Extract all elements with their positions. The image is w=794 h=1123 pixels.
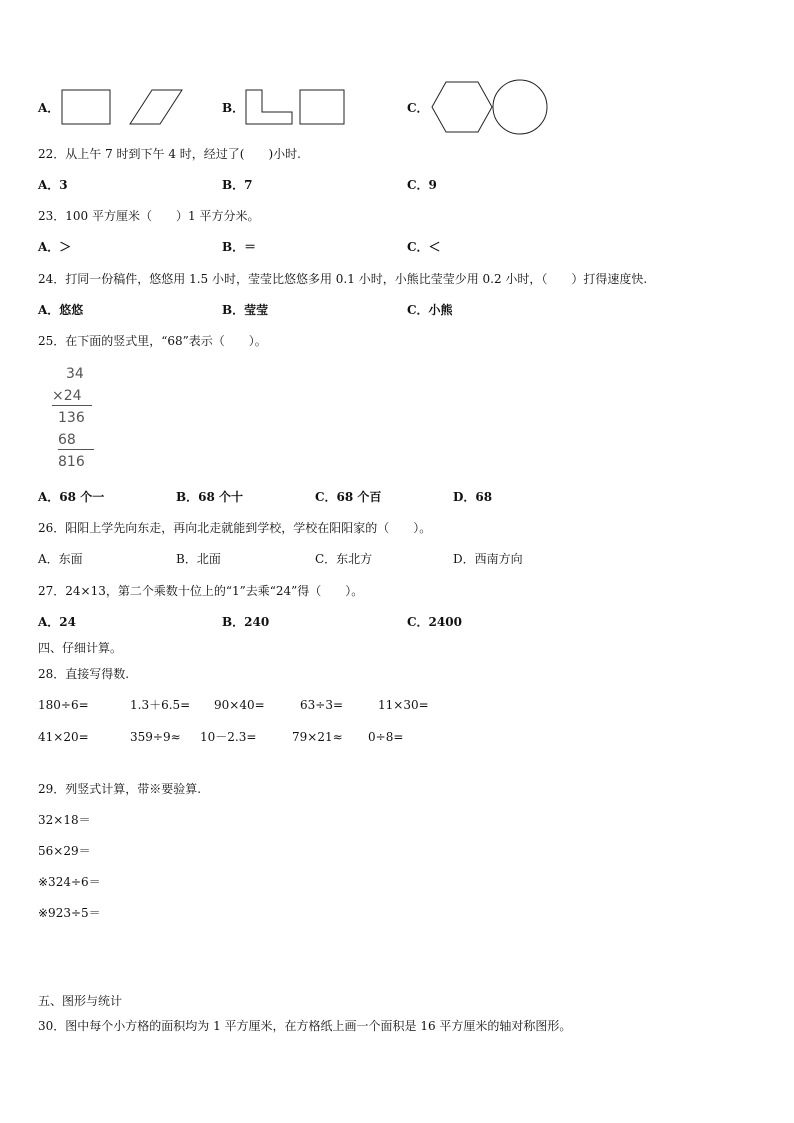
q28-row2-item-5: 0÷8= [368,730,404,744]
q26-option-d: D．西南方向 [453,552,523,566]
q22-option-a: A．3 [38,178,68,192]
vertical-line-3: 136 [58,410,85,426]
parallelogram-shape [130,90,182,124]
q27-option-c: C．2400 [407,615,462,629]
q21-option-a-shapes [60,88,185,126]
q25-option-b: B．68 个十 [176,490,244,504]
q23-option-c: C．＜ [407,240,441,254]
q27-stem: 27．24×13，第二个乘数十位上的“1”去乘“24”得（ ）。 [38,584,364,598]
q29-item-3: ※324÷6＝ [38,875,101,889]
q26-option-c: C．东北方 [315,552,373,566]
section-4-heading: 四、仔细计算。 [38,641,123,655]
q21-option-a-label: A． [38,101,60,115]
q23-option-b: B．＝ [222,240,257,254]
q24-option-a: A．悠悠 [38,303,84,317]
q21-option-c-shapes [430,78,550,136]
hexagon-shape [432,82,492,132]
vertical-rule-2 [58,449,94,450]
q27-option-b: B．240 [222,615,270,629]
vertical-multiplication-image [52,366,112,474]
q26-option-b: B．北面 [176,552,221,566]
q24-stem: 24．打同一份稿件，悠悠用 1.5 小时，莹莹比悠悠多用 0.1 小时，小熊比莹莹少用 0.2 小时，（ ）打得速度快. [38,272,648,286]
q28-row1-item-5: 11×30= [378,698,429,712]
l-shape [246,90,292,124]
q28-row2-item-4: 79×21≈ [292,730,343,744]
vertical-line-5: 816 [58,454,85,470]
square-shape [300,90,344,124]
q23-stem: 23．100 平方厘米（ ）1 平方分米。 [38,209,260,223]
q27-option-a: A．24 [38,615,77,629]
q29-stem: 29．列竖式计算，带※要验算. [38,782,202,796]
q29-item-1: 32×18＝ [38,813,91,827]
q25-option-d: D．68 [453,490,493,504]
vertical-line-2: ×24 [52,388,82,404]
q28-row2-item-3: 10－2.3= [200,730,257,744]
q24-option-c: C．小熊 [407,303,453,317]
q28-row1-item-1: 180÷6= [38,698,89,712]
q28-row1-item-4: 63÷3= [300,698,344,712]
q28-row2-item-2: 359÷9≈ [130,730,181,744]
q22-option-b: B．7 [222,178,253,192]
rectangle-shape [62,90,110,124]
q21-option-b-label: B． [222,101,245,115]
vertical-rule-1 [52,405,92,406]
q26-stem: 26．阳阳上学先向东走，再向北走就能到学校，学校在阳阳家的（ ）。 [38,521,432,535]
vertical-line-1: 34 [66,366,84,382]
q28-stem: 28．直接写得数. [38,667,130,681]
q22-option-c: C．9 [407,178,437,192]
q29-item-4: ※923÷5＝ [38,906,101,920]
q21-option-c-label: C． [407,101,429,115]
vertical-line-4: 68 [58,432,76,448]
q24-option-b: B．莹莹 [222,303,269,317]
section-5-heading: 五、图形与统计 [38,994,123,1008]
q25-stem: 25．在下面的竖式里，“68”表示（ ）。 [38,334,267,348]
q29-item-2: 56×29＝ [38,844,91,858]
q22-stem: 22．从上午 7 时到下午 4 时，经过了( )小时. [38,147,301,161]
q26-option-a: A．东面 [38,552,83,566]
q28-row2-item-1: 41×20= [38,730,89,744]
q25-option-a: A．68 个一 [38,490,105,504]
q30-stem: 30．图中每个小方格的面积均为 1 平方厘米，在方格纸上画一个面积是 16 平方厘米的轴对称图形。 [38,1019,572,1033]
q28-row1-item-2: 1.3＋6.5= [130,698,191,712]
q21-option-b-shapes [244,88,348,126]
circle-shape [493,80,547,134]
q28-row1-item-3: 90×40= [214,698,265,712]
q25-option-c: C．68 个百 [315,490,382,504]
q23-option-a: A．＞ [38,240,72,254]
